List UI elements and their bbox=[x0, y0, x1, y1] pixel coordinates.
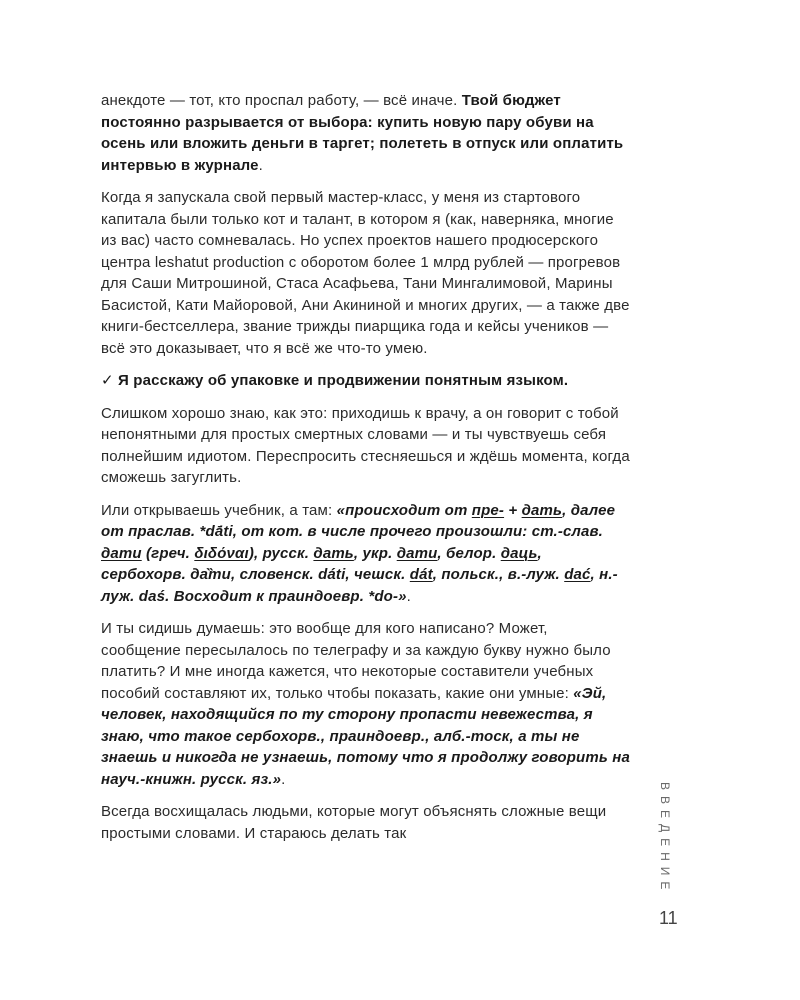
underlined-word: дать bbox=[521, 501, 563, 519]
quote-text: , далее от праслав. *dā́ti, от кот. в числе прочего произошли: ст.-слав. bbox=[101, 501, 616, 540]
quote-text: «происходит от bbox=[336, 501, 472, 519]
paragraph-text: . bbox=[406, 587, 411, 605]
underlined-word: пре- bbox=[471, 501, 505, 519]
underlined-word: дать bbox=[313, 544, 354, 562]
paragraph-admire: Всегда восхищалась людьми, которые могут объяснять сложные вещи простыми словами. И стараюсь делать так bbox=[101, 803, 607, 842]
page-body bbox=[101, 90, 631, 855]
paragraph-text: . bbox=[258, 156, 263, 174]
paragraph-text: Или открываешь учебник, а там: bbox=[101, 501, 337, 519]
quote-text: (греч. bbox=[141, 544, 195, 562]
underlined-word: διδόναι bbox=[194, 544, 249, 562]
paragraph-textbook bbox=[101, 500, 631, 608]
paragraph-text: И ты сидишь думаешь: это вообще для кого написано? Может, сообщение пересылалось по телеграфу и за каждую букву нужно было платить? И мне иногда кажется, что некоторые составители учебных пособий составляют их, только чтобы показать, какие они умные: bbox=[101, 620, 611, 702]
paragraph-telegraph bbox=[101, 618, 631, 790]
page-number: 11 bbox=[659, 908, 678, 928]
paragraph-text: анекдоте — тот, кто проспал работу, — всё иначе. bbox=[101, 92, 462, 109]
paragraph-first-masterclass: Когда я запускала свой первый мастер-класс, у меня из стартового капитала были только кот и талант, в котором я (как, наверняка, многие из вас) часто сомневалась. Но успех проектов нашего продюсерского центра leshatut production с оборотом более 1 млрд рублей — прогревов для Саши Митрошиной, Стаса Асафьева, Тани Мингалимовой, Марины Басистой, Кати Майоровой, Ани Акининой и многих других, — а также две книги-бестселлера, звание трижды пиарщика года и кейсы учеников — всё это доказывает, что я всё же что-то умею. bbox=[101, 189, 630, 357]
underlined-word: dát bbox=[409, 566, 433, 583]
section-heading: ✓ Я расскажу об упаковке и продвижении понятным языком. bbox=[101, 372, 569, 389]
quote-text: , укр. bbox=[353, 544, 397, 562]
sarcastic-quote: «Эй, человек, находящийся по ту сторону пропасти невежества, я знаю, что такое сербохорв., праиндоевр., алб.-тоск, а ты не знаешь и никогда не узнаешь, потому что я продолжу говорить на науч.-книжн. русск. яз.» bbox=[101, 684, 630, 788]
quote-text: + bbox=[504, 501, 522, 519]
paragraph-text: . bbox=[281, 770, 286, 788]
paragraph-doctor: Слишком хорошо знаю, как это: приходишь к врачу, а он говорит с тобой непонятными для простых смертных словами — и ты чувствуешь себя полнейшим идиотом. Переспросить стесняешься и ждёшь момента, когда сможешь загуглить. bbox=[101, 404, 630, 486]
underlined-word: dać bbox=[564, 566, 591, 583]
underlined-word: даць bbox=[500, 544, 538, 562]
quote-text: ), русск. bbox=[248, 544, 314, 562]
quote-text: , н.-луж. daś. Восходит к праиндоевр. *do-» bbox=[101, 566, 618, 605]
bold-emphasis: Твой бюджет постоянно разрывается от выбора: купить новую пару обуви на осень или вложить деньги в таргет; полететь в отпуск или оплатить интервью в журнале bbox=[101, 92, 624, 174]
chapter-side-label: ВВЕДЕНИЕ bbox=[658, 782, 672, 896]
quote-text: , польск., в.-луж. bbox=[432, 566, 565, 583]
quote-text: , белор. bbox=[437, 544, 501, 562]
quote-text: , сербохорв. да̏ти, словенск. dáti, чешск. bbox=[101, 544, 542, 583]
underlined-word: дати bbox=[396, 544, 438, 562]
paragraph-budget bbox=[101, 90, 631, 176]
underlined-word: дати bbox=[101, 544, 142, 562]
